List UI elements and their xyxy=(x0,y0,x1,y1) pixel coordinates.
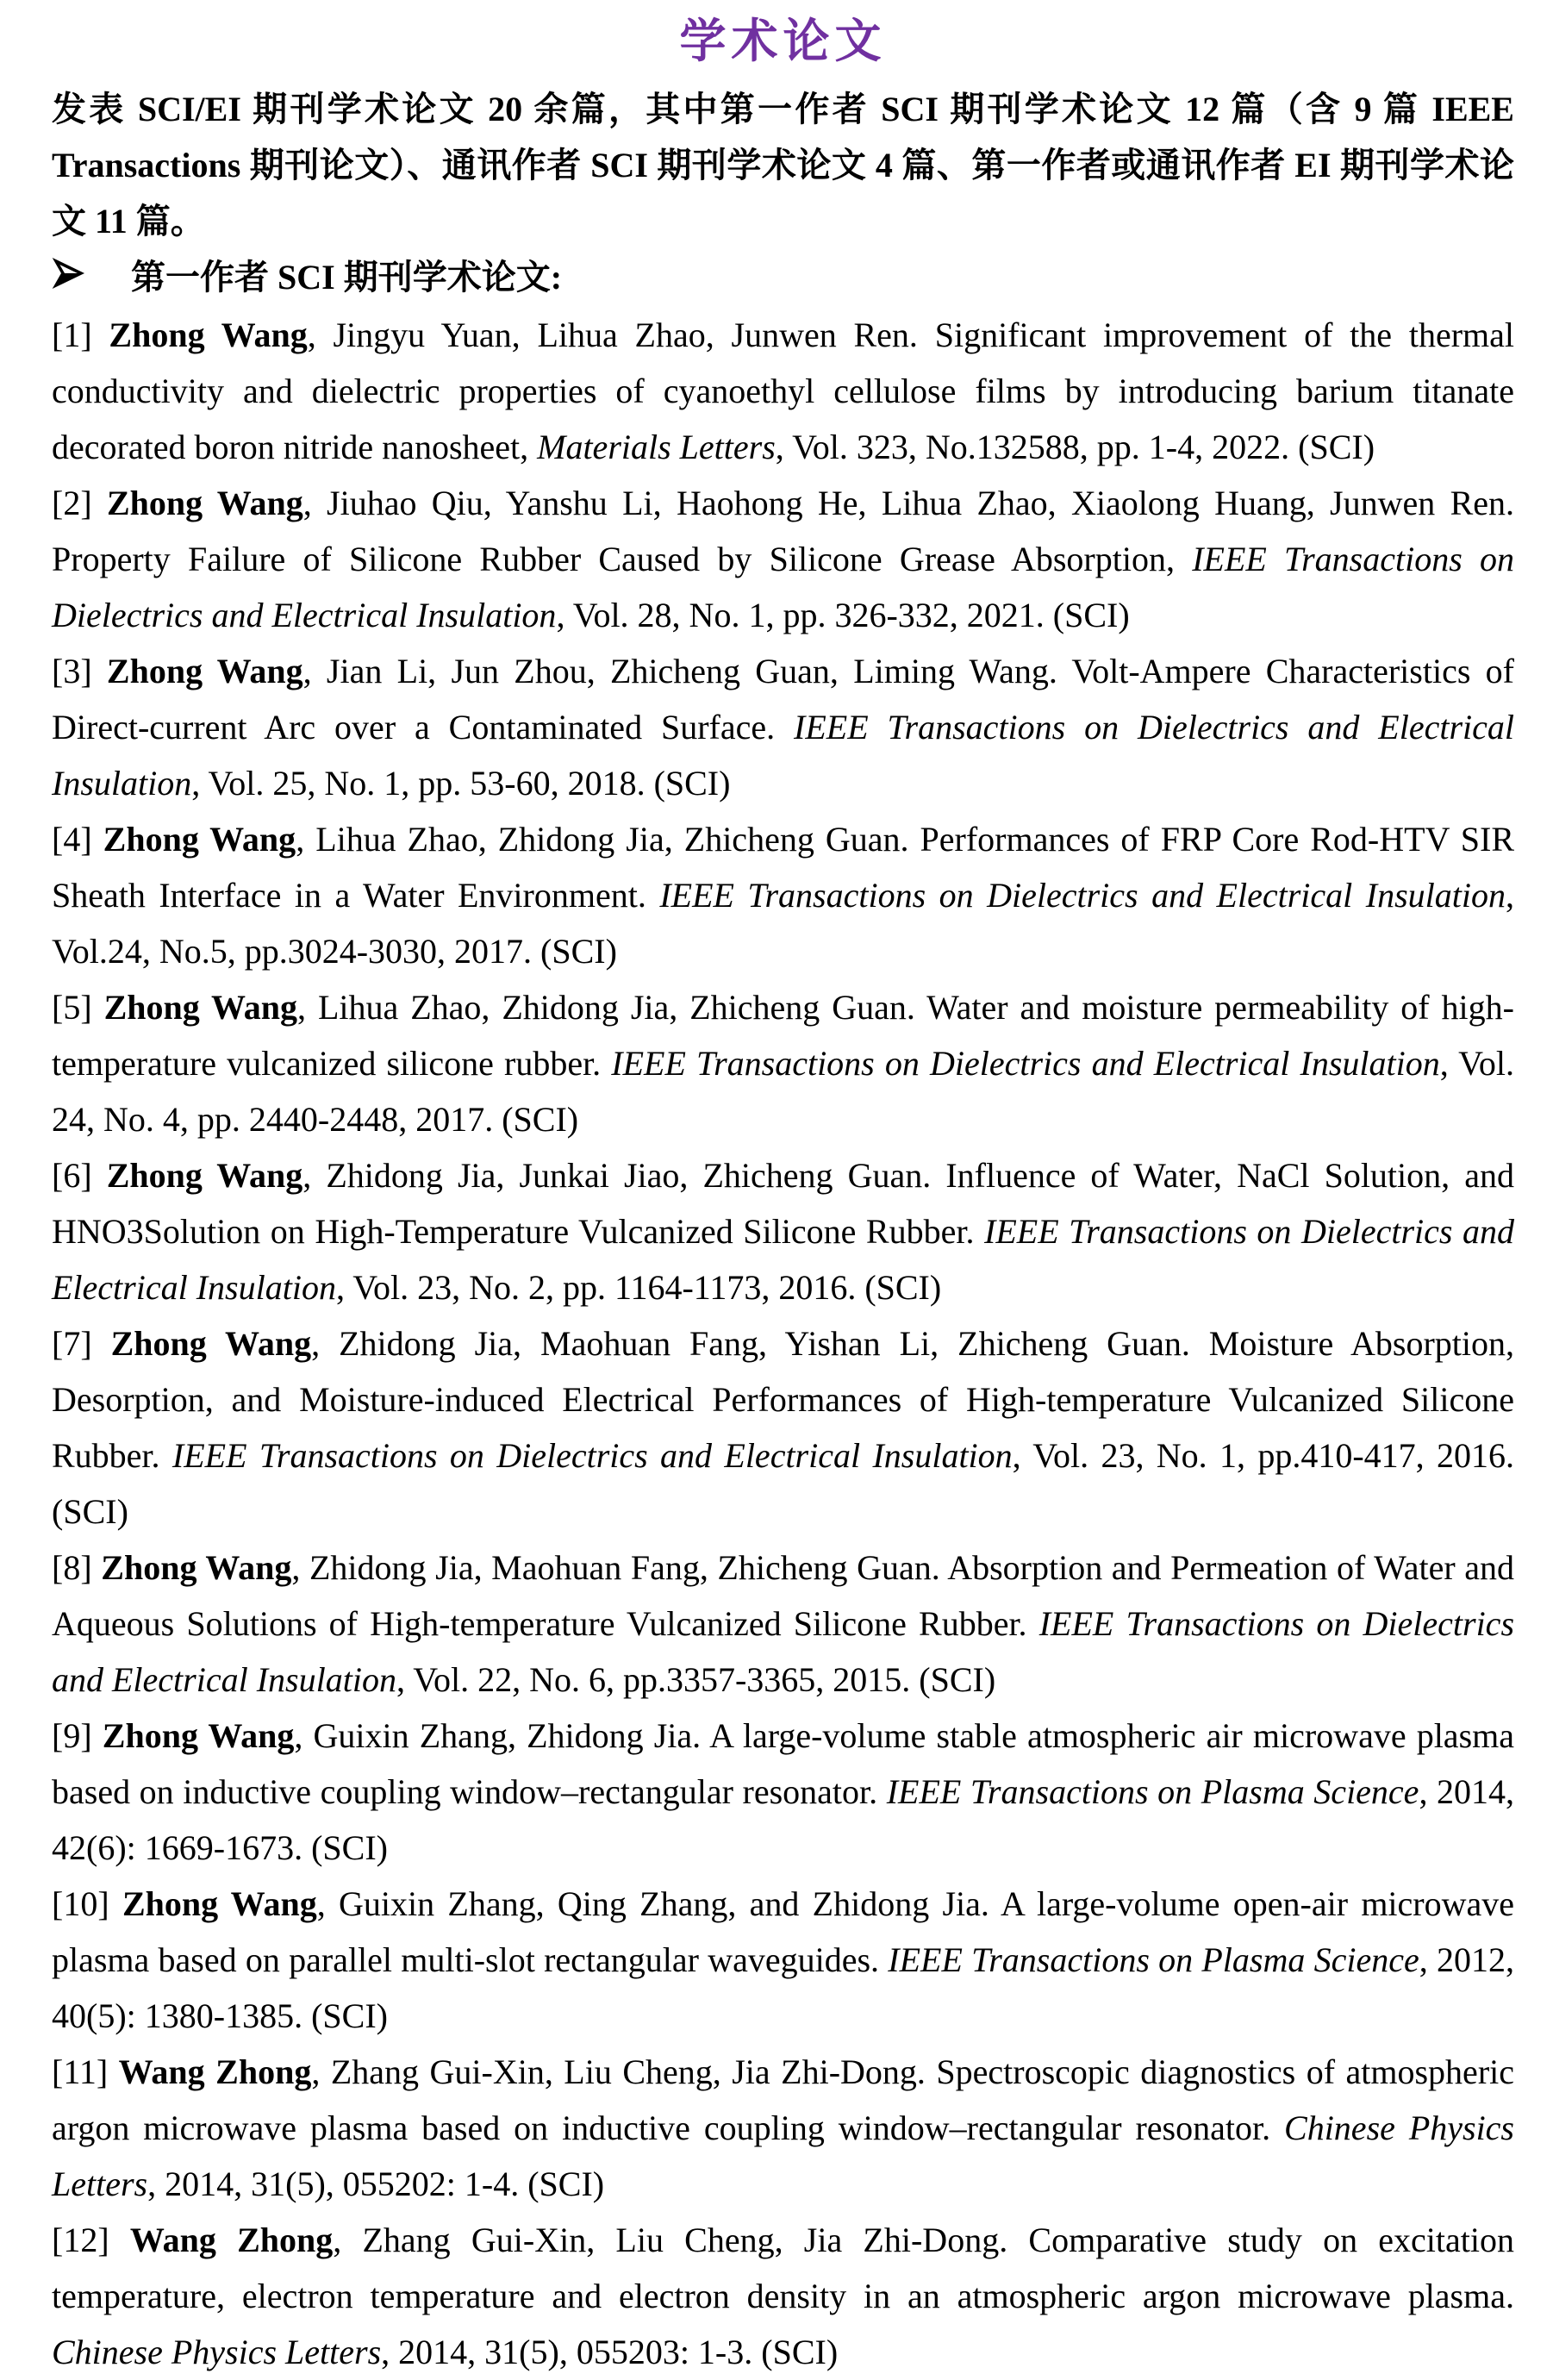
reference-item: [6] Zhong Wang, Zhidong Jia, Junkai Jiao, Zhicheng Guan. Influence of Water, NaCl Solution, and HNO3Solution on High-Temperature Vulcanized Silicone Rubber. IEEE Transactions on Dielectrics and Electrical Insulation, Vol. 23, No. 2, pp. 1164-1173, 2016. (SCI) xyxy=(52,1156,1515,1307)
section-heading-label: 第一作者 SCI 期刊学术论文: xyxy=(131,258,563,297)
reference-item: [7] Zhong Wang, Zhidong Jia, Maohuan Fang, Yishan Li, Zhicheng Guan. Moisture Absorption, Desorption, and Moisture-induced Electrical Performances of High-temperature Vulcanized Silicone Rubber. IEEE Transactions on Dielectrics and Electrical Insulation, Vol. 23, No. 1, pp.410-417, 2016. (SCI) xyxy=(52,1324,1515,1531)
reference-item: [4] Zhong Wang, Lihua Zhao, Zhidong Jia, Zhicheng Guan. Performances of FRP Core Rod-HTV SIR Sheath Interface in a Water Environment. IEEE Transactions on Dielectrics and Electrical Insulation, Vol.24, No.5, pp.3024-3030, 2017. (SCI) xyxy=(52,820,1515,971)
reference-item: [5] Zhong Wang, Lihua Zhao, Zhidong Jia, Zhicheng Guan. Water and moisture permeability of high-temperature vulcanized silicone rubber. IEEE Transactions on Dielectrics and Electrical Insulation, Vol. 24, No. 4, pp. 2440-2448, 2017. (SCI) xyxy=(52,988,1514,1139)
reference-item: [11] Wang Zhong, Zhang Gui-Xin, Liu Cheng, Jia Zhi-Dong. Spectroscopic diagnostics of atmospheric argon microwave plasma based on inductive coupling window–rectangular resonator. Chinese Physics Letters, 2014, 31(5), 055202: 1-4. (SCI) xyxy=(52,2052,1515,2203)
page-title: 学术论文 xyxy=(679,16,887,67)
reference-item: [3] Zhong Wang, Jian Li, Jun Zhou, Zhicheng Guan, Liming Wang. Volt-Ampere Characteristics of Direct-current Arc over a Contaminated Surface. IEEE Transactions on Dielectrics and Electrical Insulation, Vol. 25, No. 1, pp. 53-60, 2018. (SCI) xyxy=(52,652,1514,803)
section-heading xyxy=(52,249,1514,307)
reference-item: [10] Zhong Wang, Guixin Zhang, Qing Zhang, and Zhidong Jia. A large-volume open-air microwave plasma based on parallel multi-slot rectangular waveguides. IEEE Transactions on Plasma Science, 2012, 40(5): 1380-1385. (SCI) xyxy=(52,1884,1515,2035)
reference-item: [9] Zhong Wang, Guixin Zhang, Zhidong Jia. A large-volume stable atmospheric air microwave plasma based on inductive coupling window–rectangular resonator. IEEE Transactions on Plasma Science, 2014, 42(6): 1669-1673. (SCI) xyxy=(52,1716,1515,1867)
intro-paragraph: 发表 SCI/EI 期刊学术论文 20 余篇，其中第一作者 SCI 期刊学术论文 12 篇（含 9 篇 IEEE Transactions 期刊论文）、通讯作者 SCI 期刊学术论文 4 篇、第一作者或通讯作者 EI 期刊学术论文 11 篇。 xyxy=(52,90,1514,240)
reference-item: [2] Zhong Wang, Jiuhao Qiu, Yanshu Li, Haohong He, Lihua Zhao, Xiaolong Huang, Junwen Ren. Property Failure of Silicone Rubber Caused by Silicone Grease Absorption, IEEE Transactions on Dielectrics and Electrical Insulation, Vol. 28, No. 1, pp. 326-332, 2021. (SCI) xyxy=(52,484,1515,634)
reference-item: [8] Zhong Wang, Zhidong Jia, Maohuan Fang, Zhicheng Guan. Absorption and Permeation of Water and Aqueous Solutions of High-temperature Vulcanized Silicone Rubber. IEEE Transactions on Dielectrics and Electrical Insulation, Vol. 22, No. 6, pp.3357-3365, 2015. (SCI) xyxy=(52,1548,1515,1699)
reference-item: [12] Wang Zhong, Zhang Gui-Xin, Liu Cheng, Jia Zhi-Dong. Comparative study on excitation temperature, electron temperature and electron density in an atmospheric argon microwave plasma. Chinese Physics Letters, 2014, 31(5), 055203: 1-3. (SCI) xyxy=(52,2221,1515,2371)
reference-item: [1] Zhong Wang, Jingyu Yuan, Lihua Zhao, Junwen Ren. Significant improvement of the thermal conductivity and dielectric properties of cyanoethyl cellulose films by introducing barium titanate decorated boron nitride nanosheet, Materials Letters, Vol. 323, No.132588, pp. 1-4, 2022. (SCI) xyxy=(52,315,1514,466)
arrowhead-right-icon xyxy=(52,251,91,307)
